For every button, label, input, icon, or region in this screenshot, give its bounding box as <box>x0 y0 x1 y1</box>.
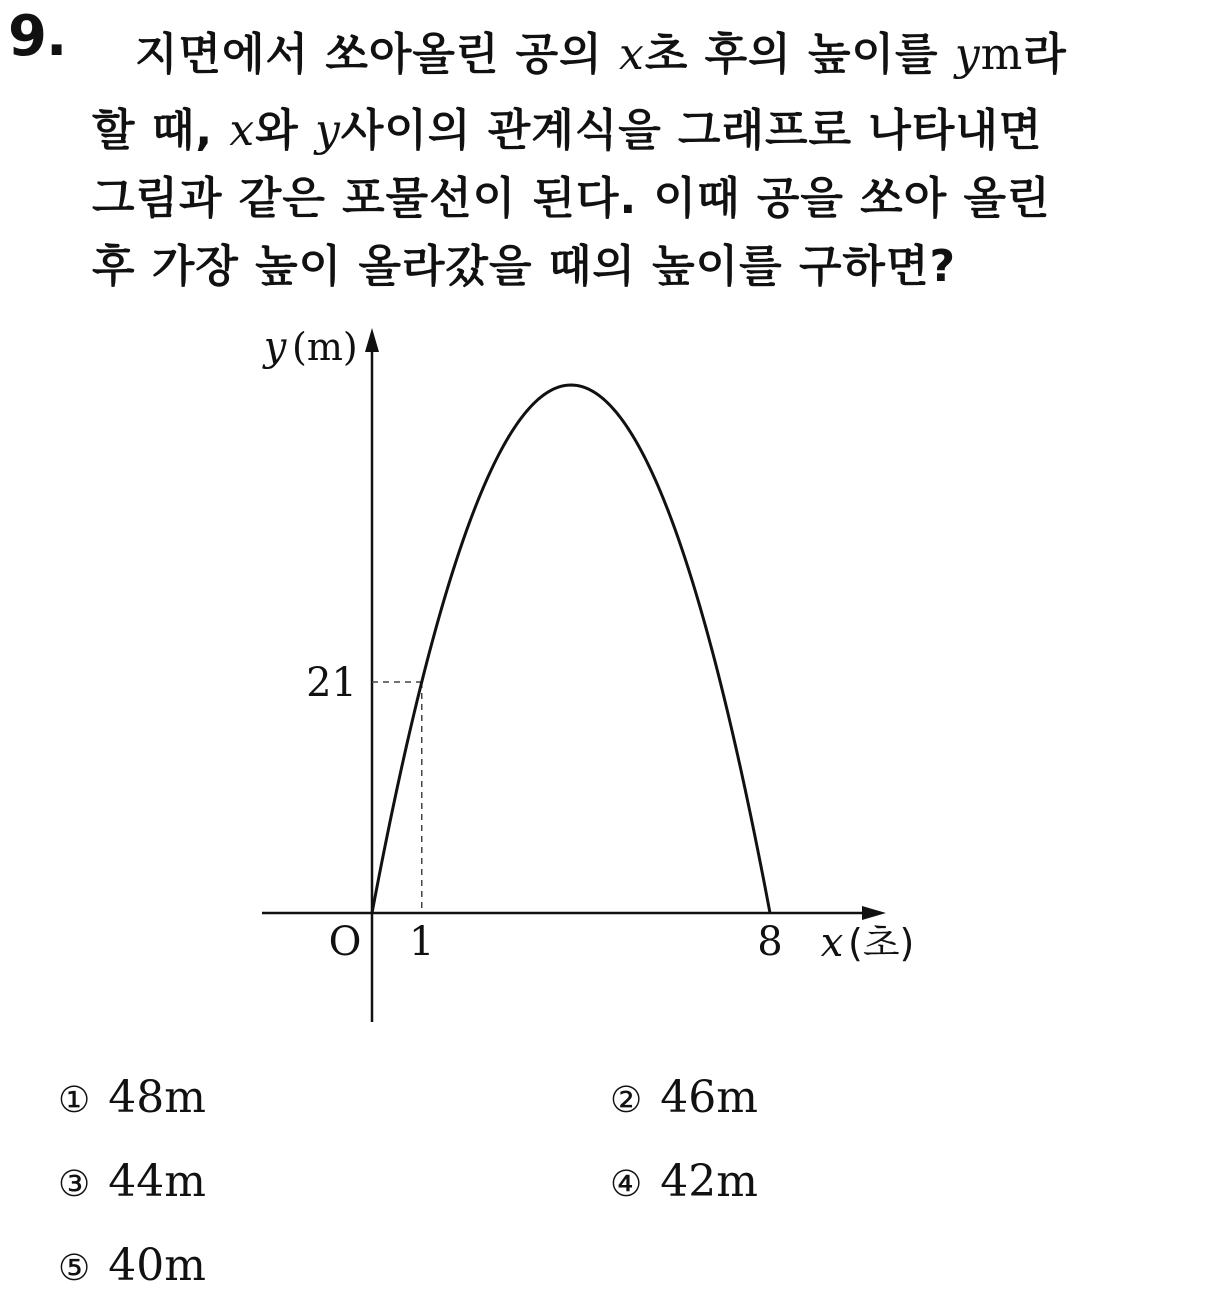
option-mark: ③ <box>58 1164 91 1205</box>
question-text: 할 때, <box>92 105 230 156</box>
variable-x: x <box>229 105 256 156</box>
option-mark: ④ <box>610 1164 643 1205</box>
question-text: 지면에서 쏘아올린 공의 <box>135 29 619 80</box>
x-tick-label: 1 <box>409 919 435 965</box>
y-axis-arrow-icon <box>365 328 379 352</box>
question-text: 라 <box>1023 29 1067 80</box>
option-unit: m <box>164 1072 207 1123</box>
option-unit: m <box>164 1156 207 1207</box>
option-mark: ② <box>610 1080 643 1121</box>
variable-y: y <box>315 105 341 156</box>
option-4[interactable] <box>610 1156 758 1207</box>
question-line-4: 후 가장 높이 올라갔을 때의 높이를 구하면? <box>92 241 956 292</box>
origin-label: O <box>328 919 362 965</box>
question-number: 9. <box>8 4 67 69</box>
option-value: 40 <box>108 1240 165 1291</box>
option-2[interactable] <box>610 1072 758 1123</box>
option-unit: m <box>716 1156 759 1207</box>
option-value: 46 <box>660 1072 717 1123</box>
y-axis-variable: y <box>263 324 287 370</box>
option-3[interactable] <box>58 1156 206 1207</box>
option-mark: ① <box>58 1080 91 1121</box>
y-tick-label: 21 <box>306 660 357 706</box>
option-value: 44 <box>108 1156 165 1207</box>
question-line-3: 그림과 같은 포물선이 된다. 이때 공을 쏘아 올린 <box>92 173 1051 224</box>
option-mark: ⑤ <box>58 1248 91 1289</box>
x-axis-variable: x <box>820 920 844 966</box>
parabola-curve <box>372 385 770 913</box>
unit-m: m <box>980 29 1024 80</box>
x-axis-arrow-icon <box>862 906 886 920</box>
y-axis-unit: (m) <box>292 325 358 369</box>
option-5[interactable] <box>58 1240 206 1291</box>
question-text: 사이의 관계식을 그래프로 나타내면 <box>340 105 1043 156</box>
x-axis-unit: (초) <box>848 921 915 965</box>
option-value: 42 <box>660 1156 717 1207</box>
option-value: 48 <box>108 1072 165 1123</box>
x-tick-label: 8 <box>757 919 783 965</box>
question-text: 와 <box>255 105 316 156</box>
option-unit: m <box>164 1240 207 1291</box>
option-unit: m <box>716 1072 759 1123</box>
axis-labels <box>262 324 915 966</box>
variable-x: x <box>619 29 645 80</box>
option-1[interactable] <box>58 1072 206 1123</box>
variable-y: y <box>954 29 981 80</box>
question-text: 초 후의 높이를 <box>644 29 955 80</box>
